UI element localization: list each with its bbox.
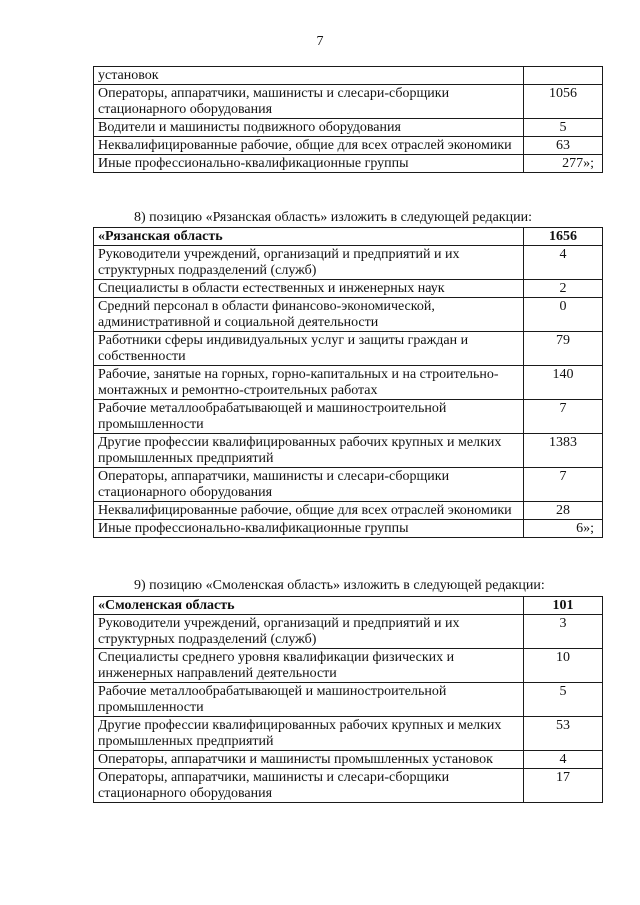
row-name: Другие профессии квалифицированных рабочих крупных и мелких промышленных предприятий xyxy=(94,717,524,751)
row-name: Рабочие металлообрабатывающей и машиностроительной промышленности xyxy=(94,683,524,717)
row-name: Иные профессионально-квалификационные группы xyxy=(94,520,524,538)
row-name: Иные профессионально-квалификационные группы xyxy=(94,155,524,173)
region-name: «Рязанская область xyxy=(94,228,524,246)
region-total: 1656 xyxy=(524,228,603,246)
row-value: 7 xyxy=(524,400,603,434)
table-row xyxy=(94,468,603,502)
row-value: 0 xyxy=(524,298,603,332)
row-name: Операторы, аппаратчики, машинисты и слесари-сборщики стационарного оборудования xyxy=(94,769,524,803)
row-name: Неквалифицированные рабочие, общие для всех отраслей экономики xyxy=(94,137,524,155)
table-ryazan xyxy=(93,227,603,538)
page-number: 7 xyxy=(316,34,324,49)
table-header-row xyxy=(94,228,603,246)
row-value: 3 xyxy=(524,615,603,649)
table-row xyxy=(94,751,603,769)
table-row xyxy=(94,717,603,751)
row-name: Руководители учреждений, организаций и предприятий и их структурных подразделений (служб) xyxy=(94,246,524,280)
section-8-intro: 8) позицию «Рязанская область» изложить в следующей редакции: xyxy=(134,210,532,225)
table-row xyxy=(94,615,603,649)
row-value: 10 xyxy=(524,649,603,683)
row-value: 5 xyxy=(524,119,603,137)
row-value: 5 xyxy=(524,683,603,717)
row-name: Рабочие, занятые на горных, горно-капитальных и на строительно-монтажных и ремонтно-строительных работах xyxy=(94,366,524,400)
table-header-row xyxy=(94,597,603,615)
row-name: Неквалифицированные рабочие, общие для всех отраслей экономики xyxy=(94,502,524,520)
row-name: Работники сферы индивидуальных услуг и защиты граждан и собственности xyxy=(94,332,524,366)
row-value: 63 xyxy=(524,137,603,155)
table-row xyxy=(94,366,603,400)
table-row xyxy=(94,85,603,119)
row-name: Средний персонал в области финансово-экономической, административной и социальной деятельности xyxy=(94,298,524,332)
row-value: 6»; xyxy=(524,520,603,538)
table-row xyxy=(94,332,603,366)
table-row xyxy=(94,246,603,280)
row-value: 277»; xyxy=(524,155,603,173)
row-value: 140 xyxy=(524,366,603,400)
table-row xyxy=(94,649,603,683)
row-name: установок xyxy=(94,67,524,85)
row-name: Другие профессии квалифицированных рабочих крупных и мелких промышленных предприятий xyxy=(94,434,524,468)
table-row xyxy=(94,298,603,332)
row-value: 2 xyxy=(524,280,603,298)
table-row xyxy=(94,502,603,520)
row-value xyxy=(524,67,603,85)
row-value: 53 xyxy=(524,717,603,751)
table-row xyxy=(94,155,603,173)
row-name: Операторы, аппаратчики и машинисты промышленных установок xyxy=(94,751,524,769)
table-row xyxy=(94,280,603,298)
row-name: Специалисты среднего уровня квалификации физических и инженерных направлений деятельности xyxy=(94,649,524,683)
row-value: 7 xyxy=(524,468,603,502)
table-row xyxy=(94,769,603,803)
table-row xyxy=(94,119,603,137)
row-name: Рабочие металлообрабатывающей и машиностроительной промышленности xyxy=(94,400,524,434)
row-name: Руководители учреждений, организаций и предприятий и их структурных подразделений (служб) xyxy=(94,615,524,649)
row-name: Специалисты в области естественных и инженерных наук xyxy=(94,280,524,298)
section-9-intro: 9) позицию «Смоленская область» изложить в следующей редакции: xyxy=(134,578,545,593)
row-name: Операторы, аппаратчики, машинисты и слесари-сборщики стационарного оборудования xyxy=(94,468,524,502)
region-name: «Смоленская область xyxy=(94,597,524,615)
table-row xyxy=(94,434,603,468)
table-smolensk xyxy=(93,596,603,803)
table-continued xyxy=(93,66,603,173)
table-row xyxy=(94,67,603,85)
region-total: 101 xyxy=(524,597,603,615)
table-row xyxy=(94,400,603,434)
row-value: 1056 xyxy=(524,85,603,119)
row-value: 28 xyxy=(524,502,603,520)
row-value: 79 xyxy=(524,332,603,366)
row-value: 4 xyxy=(524,751,603,769)
table-row xyxy=(94,137,603,155)
row-value: 1383 xyxy=(524,434,603,468)
row-name: Водители и машинисты подвижного оборудования xyxy=(94,119,524,137)
row-value: 17 xyxy=(524,769,603,803)
table-row xyxy=(94,683,603,717)
row-name: Операторы, аппаратчики, машинисты и слесари-сборщики стационарного оборудования xyxy=(94,85,524,119)
table-row xyxy=(94,520,603,538)
row-value: 4 xyxy=(524,246,603,280)
